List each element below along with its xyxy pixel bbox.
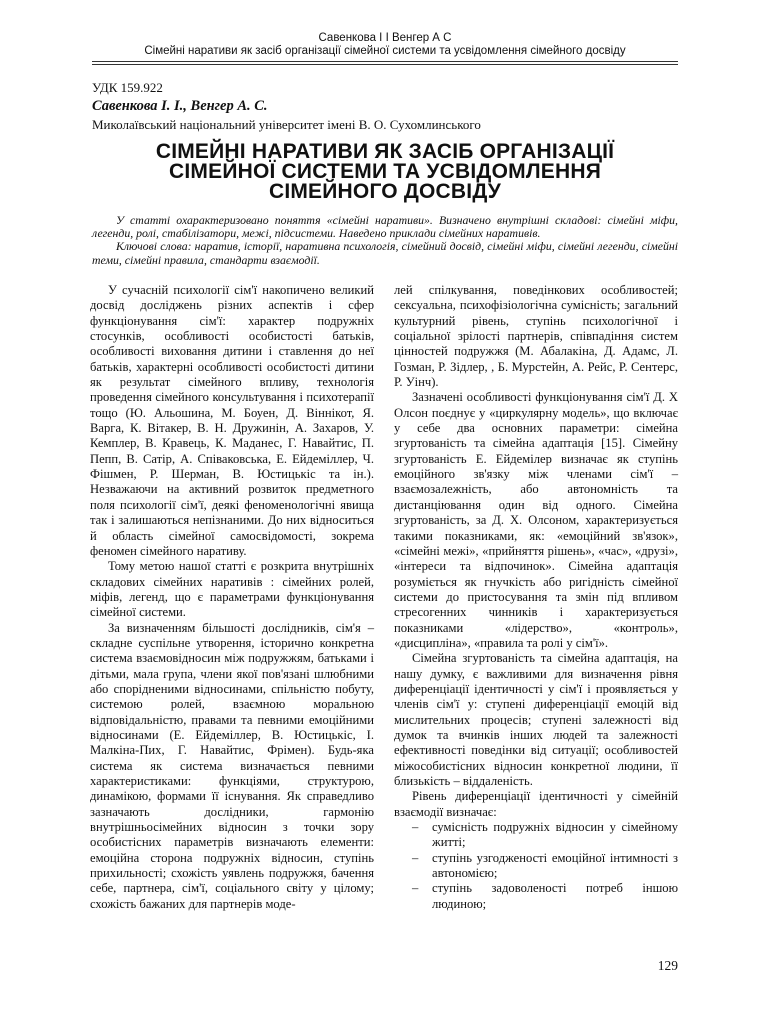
- body-paragraph: За визначенням більшості дослідників, сім'я – складне суспільне утворення, історично конкретна система взаємовідносин між подружжям, батьками і дітьми, мала група, члени якої пов'язані шлюбними або спорідненими відносинами, спільністю побуту, системою ролей, взаємною моральною відповідальністю, правами та певними емоційними відносинами (Е. Ейдеміллер, В. Юстицькіс, І. Малкіна-Пих, Г. Навайтис, Фрімен). Будь-яка система як система визначається певними характеристиками: функціями, структурою, динамікою, формами її існування. Як справедливо зазначають дослідники, гармонію внутрішньосімейних відносин з точки зору особистісних параметрів визначають елементи: емоційна сторона подружніх відносин, ступінь прихильності; схожість уявлень подружжя, бачення себе, партнера, сім'ї, соціального світу у цілому; схожість бажаних для партнерів моде-: [90, 620, 374, 911]
- article-title: [100, 142, 670, 202]
- list-item: [394, 820, 678, 851]
- body-paragraph: Зазначені особливості функціонування сім'ї Д. Х Олсон поєднує у «циркулярну модель», що включає у себе два основних параметри: сімейна згуртованість та сімейна адаптація [15]. Сімейну згуртованість Е. Ейдемілер визначає як ступінь емоційного зв'язку між членами сім'ї – взаємозалежність, або автономність та дистанціювання один від одного. Сімейна згуртованість, за Д. Х. Олсоном, характеризується такими показниками, як: «емоційний зв'язок», «сімейні межі», «прийняття рішень», «час», «друзі», «інтереси та відпочинок». Сімейна адаптація розуміється як гнучкість або ригідність сімейної системи до пристосування та змін під впливом стресогенних чинників і характеризується показниками «лідерство», «контроль», «дисципліна», «правила та ролі у сім'ї».: [394, 390, 678, 650]
- bullet-list: [394, 820, 678, 912]
- bullet-marker: –: [412, 850, 419, 865]
- udk-code: УДК 159.922: [92, 80, 163, 95]
- list-item-text: ступінь узгодженості емоційної інтимності з автономією;: [432, 850, 678, 881]
- page-number: 129: [657, 958, 678, 973]
- left-column: [90, 283, 374, 912]
- keywords-text: Ключові слова: наратив, історії, наративна психологія, сімейний досвід, сімейні міфи, сімейні легенди, сімейні теми, сімейні правила, стандарти взаємодії.: [92, 239, 678, 267]
- header-rule-top: [92, 61, 678, 62]
- right-column: [394, 283, 678, 912]
- body-paragraph: У сучасній психології сім'ї накопичено великий досвід досліджень різних аспектів і сфер функціонування сім'ї: характер подружніх стосунків, особливості особистості батьків, особливості виховання дитини і ставлення до неї батьків, характерні особливості особистості дитини як результат сімейного впливу, технологія проведення сімейного консультування і психотерапії тощо (Ю. Альошина, М. Боуен, Д. Віннікот, Я. Варга, К. Вітакер, В. Н. Дружинін, А. Захаров, У. Кемплер, В. Кравець, К. Маданес, Г. Навайтис, П. Пепп, В. Сатір, А. Співаковська, Е. Ейдеміллер, Ч. Фішмен, Р. Шерман, В. Юстицькіс та ін.). Незважаючи на активний розвиток предметного поля психології сім'ї, деякі феноменологічні явища так і залишаються непізнаними. До них відноситься й область сімейної самосвідомості, зокрема феномен сімейного наративу.: [90, 283, 374, 558]
- article-title-line: СІМЕЙНОГО ДОСВІДУ: [268, 180, 502, 203]
- list-item: [394, 851, 678, 882]
- body-paragraph: Тому метою нашої статті є розкрита внутрішніх складових сімейних наративів : сімейних ролей, міфів, легенд, що є параметрами функціонування сімейної системи.: [90, 559, 374, 620]
- header-rule-bottom: [92, 64, 678, 65]
- list-item-text: сумісність подружніх відносин у сімейному житті;: [432, 820, 678, 850]
- body-paragraph-continued: лей спілкування, поведінкових особливостей; сексуальна, психофізіологічна сумісність; загальний культурний рівень, ступінь психологічної і соціальної зрілості партнерів, співпадіння систем цінностей подружжя (М. Абалакіна, Д. Адамс, Л. Гозман, Р. Зідлер, , Б. Мурстейн, А. Рейс, Р. Сентерс, Р. Уінч).: [394, 283, 678, 390]
- author-affiliation: Миколаївський національний університет імені В. О. Сухомлинського: [92, 117, 481, 132]
- abstract-block: [92, 214, 678, 267]
- abstract-text: У статті охарактеризовано поняття «сімейні наративи». Визначено внутрішні складові: сімейні міфи, легенди, ролі, стабілізатори, межі, підсистеми. Наведено приклади сімейних наративів.: [92, 213, 678, 241]
- running-header-authors: Савенкова І І Венгер А С: [318, 32, 452, 44]
- article-title-line: СІМЕЙНОЇ СИСТЕМИ ТА УСВІДОМЛЕННЯ: [169, 160, 601, 183]
- list-item: [394, 881, 678, 912]
- article-authors: Савенкова І. І., Венгер А. С.: [92, 98, 268, 114]
- running-header: [92, 32, 678, 58]
- bullet-marker: –: [412, 881, 419, 896]
- bullet-marker: –: [412, 820, 419, 835]
- body-paragraph: Рівень диференціації ідентичності у сімейній взаємодії визначає:: [394, 789, 678, 819]
- list-item-text: ступінь задоволеності потреб іншою людиною;: [432, 881, 678, 911]
- running-header-title: Сімейні наративи як засіб організації сімейної системи та усвідомлення сімейного досвіду: [144, 45, 626, 57]
- article-title-line: СІМЕЙНІ НАРАТИВИ ЯК ЗАСІБ ОРГАНІЗАЦІЇ: [155, 140, 615, 163]
- body-paragraph: Сімейна згуртованість та сімейна адаптація, на нашу думку, є важливими для визначення рівня диференціації ідентичності у сім'ї і проявляється у членів сім'ї у: ступені диференціації емоцій від мислительних процесів; ступені залежності від думок та вчинків інших людей та залежності ефективності поведінки від ситуації; особливостей міжособистісних відносин конкретної людини, її близькість – віддаленість.: [394, 651, 678, 788]
